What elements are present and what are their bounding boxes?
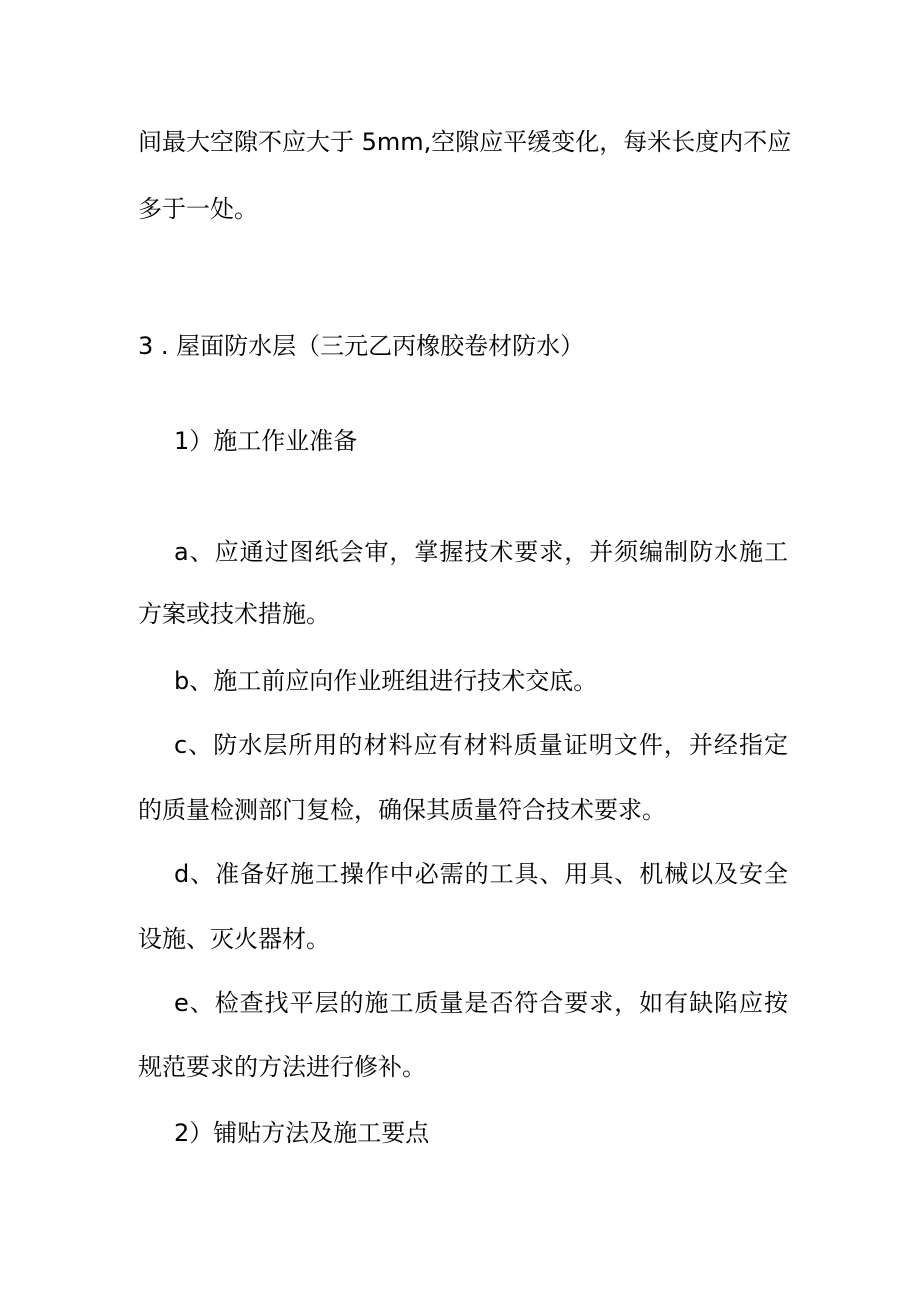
- paragraph-line-continuation: 间最大空隙不应大于 5mm,空隙应平缓变化，每米长度内不应: [138, 128, 792, 156]
- list-item-b: b、施工前应向作业班组进行技术交底。: [174, 667, 598, 695]
- section-heading-3: 3 . 屋面防水层（三元乙丙橡胶卷材防水）: [138, 332, 585, 360]
- list-item-c: c、防水层所用的材料应有材料质量证明文件，并经指定: [174, 731, 788, 759]
- list-item-e: e、检查找平层的施工质量是否符合要求，如有缺陷应按: [174, 989, 788, 1017]
- list-item-e-continuation: 规范要求的方法进行修补。: [138, 1053, 426, 1081]
- list-item-a: a、应通过图纸会审，掌握技术要求，并须编制防水施工: [174, 538, 788, 566]
- subsection-heading-2: 2）铺贴方法及施工要点: [174, 1119, 430, 1147]
- list-item-d: d、准备好施工操作中必需的工具、用具、机械以及安全: [174, 860, 788, 888]
- list-item-a-continuation: 方案或技术措施。: [138, 600, 330, 628]
- list-item-d-continuation: 设施、灭火器材。: [138, 925, 330, 953]
- paragraph-line-continuation-end: 多于一处。: [138, 195, 258, 223]
- list-item-c-continuation: 的质量检测部门复检，确保其质量符合技术要求。: [138, 796, 666, 824]
- subsection-heading-1: 1）施工作业准备: [174, 427, 358, 455]
